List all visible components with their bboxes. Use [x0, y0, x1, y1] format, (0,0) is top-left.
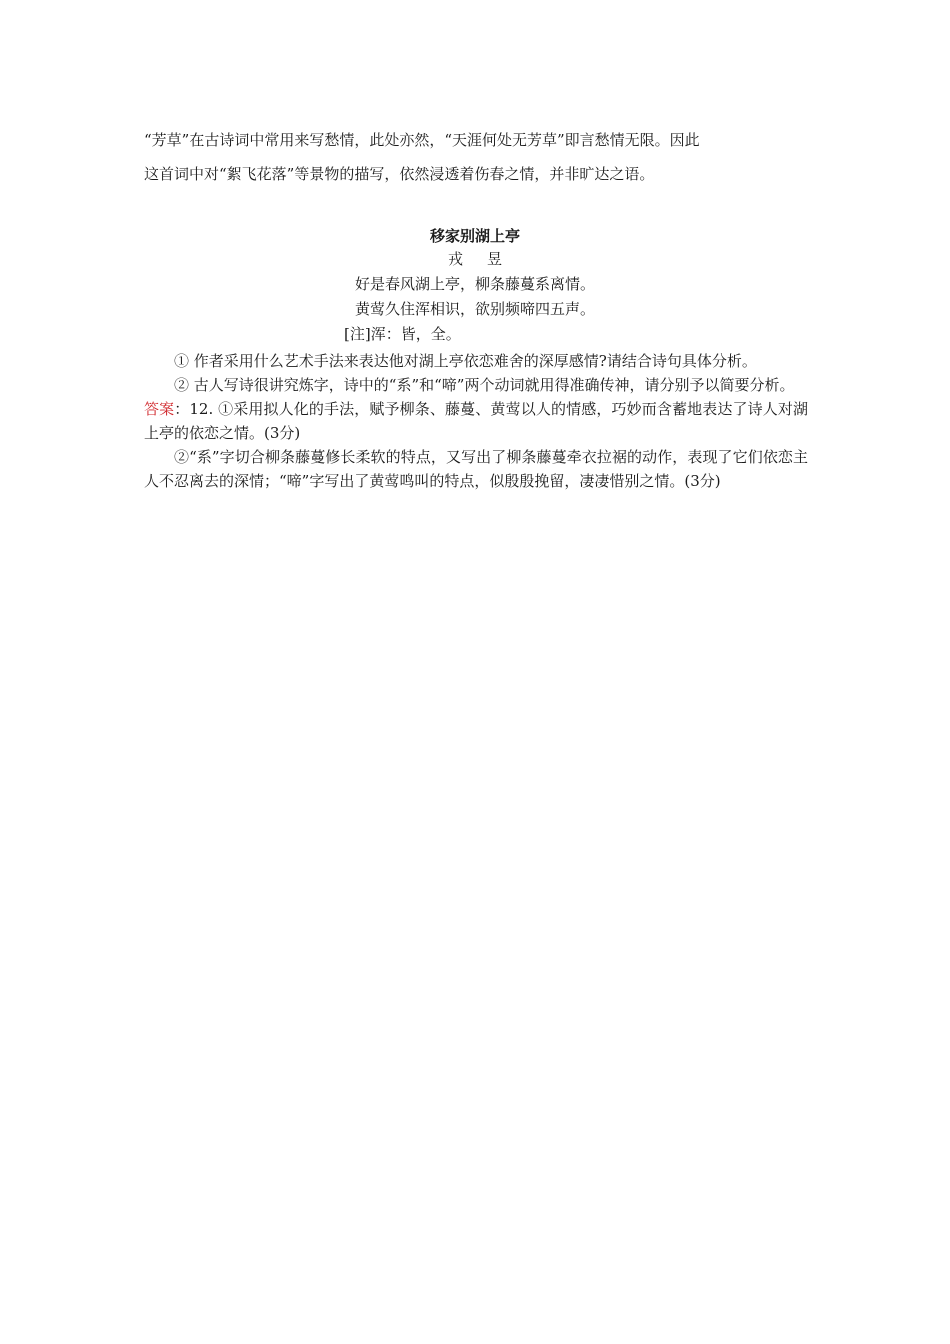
- question-2: ② 古人写诗很讲究炼字，诗中的“系”和“啼”两个动词就用得准确传神，请分别予以简要分析。: [174, 376, 795, 394]
- questions-and-answer: [144, 349, 808, 493]
- answer-label: 答案: [144, 400, 175, 418]
- poem-line-1: 好是春风湖上亭，柳条藤蔓系离情。: [354, 275, 595, 293]
- poem-line-2: 黄莺久住浑相识，欲别频啼四五声。: [354, 300, 595, 318]
- intro-paragraph: [144, 123, 808, 191]
- question-1: ① 作者采用什么艺术手法来表达他对湖上亭依恋难舍的深厚感情?请结合诗句具体分析。: [174, 352, 757, 370]
- answer-part-1: ：12. ①采用拟人化的手法，赋予柳条、藤蔓、黄莺以人的情感，巧妙而含蓄地表达了诗人对湖上亭的依恋之情。(3分): [144, 400, 808, 442]
- answer-part-2: ②“系”字切合柳条藤蔓修长柔软的特点，又写出了柳条藤蔓牵衣拉裾的动作，表现了它们依恋主人不忍离去的深情；“啼”字写出了黄莺鸣叫的特点，似殷殷挽留，凄凄惜别之情。(3分): [144, 448, 808, 490]
- poem-author-given: 戎: [447, 250, 463, 268]
- poem-note: [注]浑：皆，全。: [344, 325, 461, 343]
- intro-line-1: “芳草”在古诗词中常用来写愁情，此处亦然，“天涯何处无芳草”即言愁情无限。因此: [144, 131, 700, 149]
- poem-author-family: 昱: [487, 250, 503, 268]
- answer-paragraph: [144, 397, 808, 445]
- intro-line-2: 这首词中对“絮飞花落”等景物的描写，依然浸透着伤春之情，并非旷达之语。: [144, 165, 655, 183]
- poem-title: 移家别湖上亭: [429, 227, 520, 245]
- poem-author: [0, 248, 950, 270]
